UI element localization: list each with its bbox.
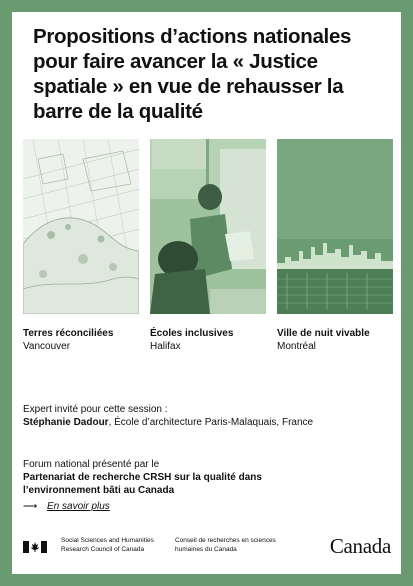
caption-city: Vancouver (23, 341, 71, 352)
expert-affiliation: , École d’architecture Paris-Malaquais, France (108, 417, 314, 428)
expert-line (23, 416, 393, 429)
learn-more-label[interactable]: En savoir plus (47, 501, 110, 512)
expert-name: Stéphanie Dadour (23, 417, 109, 428)
forum-intro: Forum national présenté par le (23, 459, 160, 470)
caption-vancouver (23, 327, 143, 353)
sshrc-name-fr: Conseil de recherches en sciences humaines du Canada (175, 537, 276, 553)
canada-flag-icon (23, 541, 47, 553)
forum-block (23, 458, 323, 497)
caption-city: Halifax (150, 341, 181, 352)
image-montreal (277, 139, 393, 314)
caption-heading: Ville de nuit vivable (277, 328, 370, 339)
poster (12, 12, 401, 574)
caption-halifax (150, 327, 270, 353)
forum-partnership: Partenariat de recherche CRSH sur la qualité dans l’environnement bâti au Canada (23, 472, 262, 496)
caption-heading: Terres réconciliées (23, 328, 114, 339)
poster-title: Propositions d’actions nationales pour faire avancer la « Justice spatiale » en vue de rehausser la barre de la qualité (33, 25, 352, 123)
sshrc-name-en: Social Sciences and Humanities Research Council of Canada (61, 537, 154, 553)
caption-city: Montréal (277, 341, 316, 352)
caption-heading: Écoles inclusives (150, 328, 234, 339)
learn-more-link[interactable] (23, 500, 110, 513)
canada-wordmark: Canada (329, 534, 391, 558)
expert-intro: Expert invité pour cette session : (23, 404, 168, 415)
image-halifax (150, 139, 266, 314)
image-vancouver (23, 139, 139, 314)
expert-block (23, 403, 393, 429)
caption-montreal (277, 327, 397, 353)
arrow-right-icon: ⟶ (23, 501, 38, 512)
footer (23, 534, 393, 564)
